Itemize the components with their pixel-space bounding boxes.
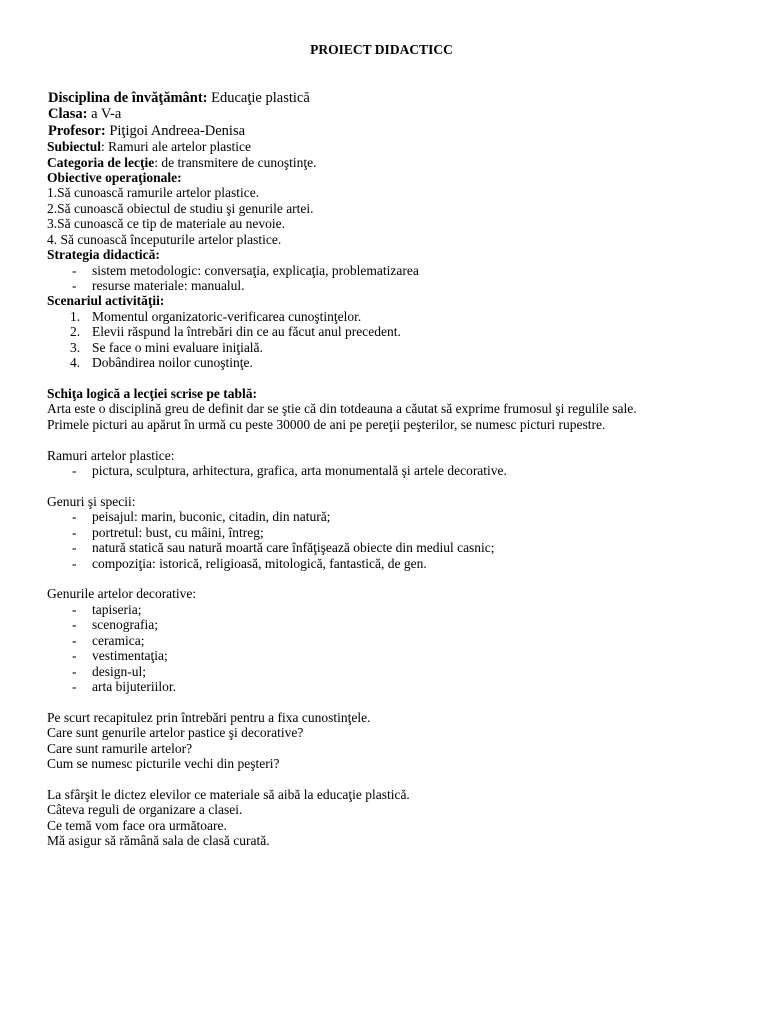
sketch-paragraph: Primele picturi au apărut în urmă cu peste 30000 de ani pe pereţii peşterilor, se numesc picturi rupestre.	[47, 416, 606, 432]
objective-item: 2.Să cunoască obiectul de studiu şi genurile artei.	[47, 200, 314, 216]
field-label: Profesor:	[48, 122, 106, 139]
item-text: design-ul;	[92, 663, 146, 679]
closing-line: La sfârşit le dictez elevilor ce materiale să aibă la educaţie plastică.	[47, 786, 410, 802]
branches-heading: Ramuri artelor plastice:	[47, 447, 175, 463]
dash-marker: -	[72, 524, 77, 540]
dash-marker: -	[72, 277, 77, 293]
item-text: Se face o mini evaluare iniţială.	[92, 339, 263, 355]
recap-line: Care sunt genurile artelor pastice şi decorative?	[47, 725, 304, 741]
blank-line	[47, 571, 747, 586]
item-text: vestimentaţia;	[92, 648, 168, 664]
decorative-item	[47, 633, 747, 648]
dash-marker: -	[72, 463, 77, 479]
objectives-heading: Obiective operaţionale:	[47, 170, 182, 186]
decorative-item	[47, 664, 747, 679]
sketch-paragraph: Arta este o disciplină greu de definit dar se ştie că din totdeauna a căutat să exprime frumosul şi regulile sale.	[47, 401, 637, 417]
blank-line	[47, 478, 747, 493]
field-categoria	[47, 155, 747, 170]
item-text: scenografia;	[92, 617, 158, 633]
field-value: Educaţie plastică	[211, 90, 310, 106]
field-label: Clasa:	[48, 106, 88, 123]
decorative-item	[47, 602, 747, 617]
dash-marker: -	[72, 663, 77, 679]
item-number: 2.	[70, 324, 81, 340]
item-text: natură statică sau natură moartă care înfăţişează obiecte din mediul casnic;	[92, 540, 495, 556]
item-text: portretul: bust, cu mâini, întreg;	[92, 524, 264, 540]
dash-marker: -	[72, 262, 77, 278]
field-clasa	[47, 106, 747, 122]
dash-marker: -	[72, 509, 77, 525]
document-body	[47, 90, 747, 849]
document-title: PROIECT DIDACTICC	[310, 42, 453, 57]
dash-marker: -	[72, 632, 77, 648]
blank-line	[47, 432, 747, 447]
item-text: resurse materiale: manualul.	[92, 277, 245, 293]
field-value: a V-a	[91, 106, 122, 123]
dash-marker: -	[72, 678, 77, 694]
item-text: compoziţia: istorică, religioasă, mitologică, fantastică, de gen.	[92, 555, 427, 571]
field-value: : de transmitere de cunoştinţe.	[154, 154, 317, 170]
strategy-item	[47, 263, 747, 278]
decorative-heading: Genurile artelor decorative:	[47, 586, 197, 602]
scenario-item	[47, 309, 747, 324]
blank-line	[47, 694, 747, 709]
sketch-heading: Schiţa logică a lecţiei scrise pe tablă:	[47, 385, 257, 401]
closing-line: Ce temă vom face ora următoare.	[47, 817, 227, 833]
branches-item	[47, 463, 747, 478]
item-text: Dobândirea noilor cunoştinţe.	[92, 355, 253, 371]
genres-item	[47, 556, 747, 571]
genres-item	[47, 509, 747, 524]
dash-marker: -	[72, 540, 77, 556]
recap-line: Pe scurt recapitulez prin întrebări pentru a fixa cunostinţele.	[47, 709, 371, 725]
item-text: ceramica;	[92, 632, 145, 648]
objective-item: 1.Să cunoască ramurile artelor plastice.	[47, 185, 260, 201]
field-value: : Ramuri ale artelor plastice	[101, 139, 251, 155]
decorative-item	[47, 648, 747, 663]
recap-line: Cum se numesc picturile vechi din peşteri?	[47, 756, 280, 772]
field-profesor	[47, 123, 747, 139]
item-text: Elevii răspund la întrebări din ce au făcut anul precedent.	[92, 324, 401, 340]
decorative-item	[47, 679, 747, 694]
dash-marker: -	[72, 601, 77, 617]
decorative-item	[47, 617, 747, 632]
item-text: Momentul organizatoric-verificarea cunoştinţelor.	[92, 308, 362, 324]
item-text: tapiseria;	[92, 601, 142, 617]
strategy-item	[47, 278, 747, 293]
item-text: peisajul: marin, buconic, citadin, din natură;	[92, 509, 331, 525]
item-number: 4.	[70, 355, 81, 371]
field-label: Categoria de lecţie	[47, 154, 155, 170]
field-subiectul	[47, 139, 747, 154]
scenario-item	[47, 340, 747, 355]
closing-line: Mă asigur să rămână sala de clasă curată.	[47, 833, 270, 849]
item-number: 1.	[70, 308, 81, 324]
dash-marker: -	[72, 617, 77, 633]
scenario-item	[47, 355, 747, 370]
field-label: Disciplina de învăţământ:	[48, 90, 208, 106]
genres-item	[47, 540, 747, 555]
closing-line: Câteva reguli de organizare a clasei.	[47, 802, 243, 818]
item-number: 3.	[70, 339, 81, 355]
recap-line: Care sunt ramurile artelor?	[47, 740, 193, 756]
genres-item	[47, 525, 747, 540]
dash-marker: -	[72, 555, 77, 571]
field-value: Piţigoi Andreea-Denisa	[109, 122, 246, 139]
blank-line	[47, 371, 747, 386]
item-text: pictura, sculptura, arhitectura, grafica, arta monumentală şi artele decorative.	[92, 463, 507, 479]
item-text: arta bijuteriilor.	[92, 678, 176, 694]
dash-marker: -	[72, 648, 77, 664]
blank-line	[47, 771, 747, 786]
field-disciplina	[47, 90, 747, 106]
objective-item: 3.Să cunoască ce tip de materiale au nevoie.	[47, 216, 286, 232]
scenario-heading: Scenariul activităţii:	[47, 293, 165, 309]
field-label: Subiectul	[47, 139, 102, 155]
objective-item: 4. Să cunoască începuturile artelor plastice.	[47, 231, 282, 247]
item-text: sistem metodologic: conversaţia, explicaţia, problematizarea	[92, 262, 419, 278]
genres-heading: Genuri şi specii:	[47, 493, 136, 509]
strategy-heading: Strategia didactică:	[47, 247, 160, 263]
scenario-item	[47, 324, 747, 339]
